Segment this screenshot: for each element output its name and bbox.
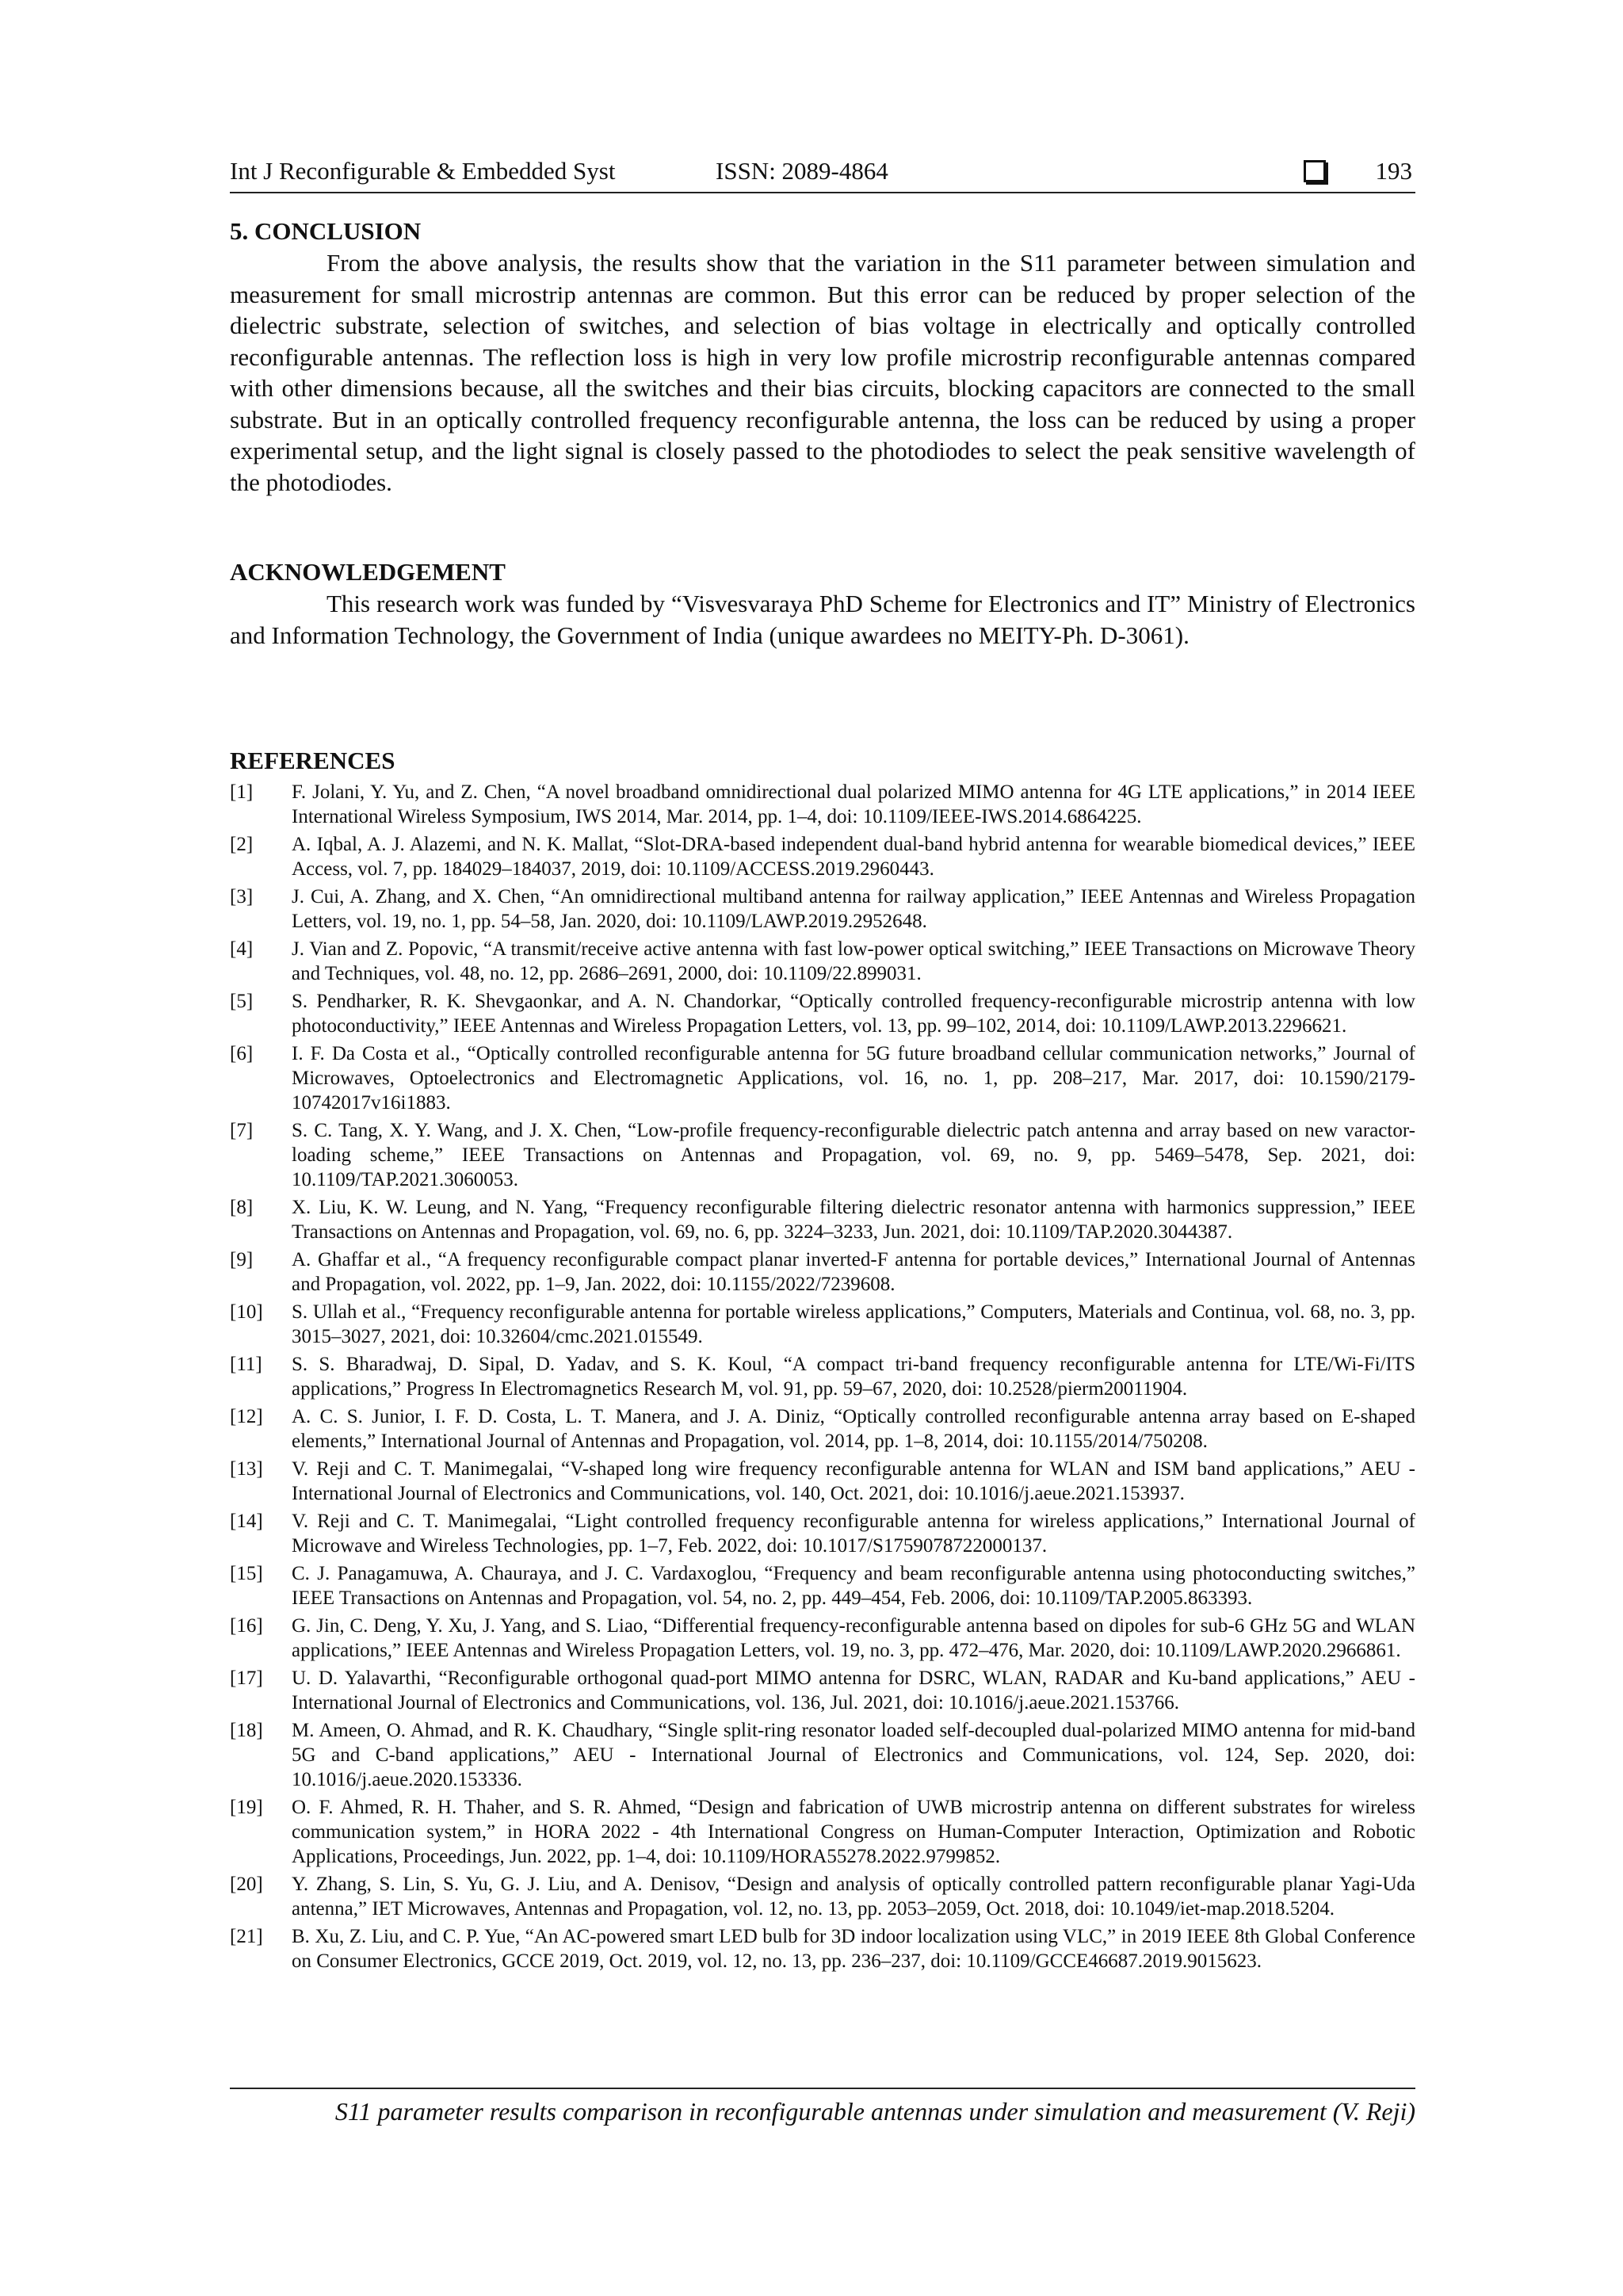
- reference-text: A. Ghaffar et al., “A frequency reconfigurable compact planar inverted-F antenna for portable devices,” International Journal of Antennas and Propagation, vol. 2022, pp. 1–9, Jan. 2022, doi: 10.1155/2022/7239608.: [292, 1249, 1415, 1295]
- reference-text: V. Reji and C. T. Manimegalai, “V-shaped long wire frequency reconfigurable antenna for WLAN and ISM band applications,” AEU - International Journal of Electronics and Communications, vol. 140, Oct. 2021, doi: 10.1016/j.aeue.2021.153937.: [292, 1458, 1415, 1504]
- running-header: [230, 155, 1415, 193]
- reference-text: J. Cui, A. Zhang, and X. Chen, “An omnidirectional multiband antenna for railway application,” IEEE Antennas and Wireless Propagation Letters, vol. 19, no. 1, pp. 54–58, Jan. 2020, doi: 10.1109/LAWP.2019.2952648.: [292, 886, 1415, 932]
- acknowledgement-paragraph: This research work was funded by “Visvesvaraya PhD Scheme for Electronics and IT” Ministry of Electronics and Information Technology, the Government of India (unique awardees no MEITY-Ph. D-3061).: [230, 590, 1415, 649]
- reference-text: O. F. Ahmed, R. H. Thaher, and S. R. Ahmed, “Design and fabrication of UWB microstrip antenna on different substrates for wireless communication system,” in HORA 2022 - 4th International Congress on Human-Computer Interaction, Optimization and Robotic Applications, Proceedings, Jun. 2022, pp. 1–4, doi: 10.1109/HORA55278.2022.9799852.: [292, 1797, 1415, 1867]
- conclusion-paragraph: From the above analysis, the results show that the variation in the S11 parameter between simulation and measurement for small microstrip antennas are common. But this error can be reduced by proper selection of the dielectric substrate, selection of switches, and selection of bias voltage in electrically and optically controlled reconfigurable antennas. The reflection loss is high in very low profile microstrip reconfigurable antennas compared with other dimensions because, all the switches and their bias circuits, blocking capacitors are connected to the small substrate. But in an optically controlled frequency reconfigurable antenna, the loss can be reduced by using a proper experimental setup, and the light signal is closely passed to the photodiodes to select the peak sensitive wavelength of the photodiodes.: [230, 249, 1415, 496]
- reference-item: [230, 1300, 1415, 1349]
- reference-text: A. Iqbal, A. J. Alazemi, and N. K. Mallat, “Slot-DRA-based independent dual-band hybrid antenna for wearable biomedical devices,” IEEE Access, vol. 7, pp. 184029–184037, 2019, doi: 10.1109/ACCESS.2019.2960443.: [292, 834, 1415, 880]
- reference-item: [230, 1041, 1415, 1115]
- reference-number: [5]: [230, 991, 254, 1012]
- reference-number: [19]: [230, 1797, 263, 1818]
- reference-item: [230, 1872, 1415, 1921]
- reference-number: [7]: [230, 1120, 254, 1141]
- reference-item: [230, 884, 1415, 934]
- reference-text: F. Jolani, Y. Yu, and Z. Chen, “A novel broadband omnidirectional dual polarized MIMO antenna for 4G LTE applications,” in 2014 IEEE International Wireless Symposium, IWS 2014, Mar. 2014, pp. 1–4, doi: 10.1109/IEEE-IWS.2014.6864225.: [292, 781, 1415, 827]
- reference-item: [230, 1457, 1415, 1506]
- reference-item: [230, 937, 1415, 986]
- reference-item: [230, 1352, 1415, 1401]
- reference-item: [230, 1247, 1415, 1297]
- reference-text: A. C. S. Junior, I. F. D. Costa, L. T. Manera, and J. A. Diniz, “Optically controlled reconfigurable antenna array based on E-shaped elements,” International Journal of Antennas and Propagation, vol. 2014, pp. 1–8, 2014, doi: 10.1155/2014/750208.: [292, 1406, 1415, 1452]
- reference-number: [21]: [230, 1926, 263, 1947]
- reference-text: Y. Zhang, S. Lin, S. Yu, G. J. Liu, and A. Denisov, “Design and analysis of optically controlled pattern reconfigurable planar Yagi-Uda antenna,” IET Microwaves, Antennas and Propagation, vol. 12, no. 13, pp. 2053–2059, Oct. 2018, doi: 10.1049/iet-map.2018.5204.: [292, 1874, 1415, 1920]
- reference-number: [6]: [230, 1043, 254, 1064]
- reference-item: [230, 1561, 1415, 1610]
- reference-text: S. S. Bharadwaj, D. Sipal, D. Yadav, and S. K. Koul, “A compact tri-band frequency reconfigurable antenna for LTE/Wi-Fi/ITS applications,” Progress In Electromagnetics Research M, vol. 91, pp. 59–67, 2020, doi: 10.2528/pierm20011904.: [292, 1354, 1415, 1400]
- page-number: 193: [1375, 157, 1412, 185]
- reference-number: [15]: [230, 1563, 263, 1584]
- conclusion-heading: 5. CONCLUSION: [230, 217, 422, 245]
- reference-number: [10]: [230, 1301, 263, 1323]
- reference-item: [230, 1795, 1415, 1869]
- reference-number: [3]: [230, 886, 254, 907]
- reference-item: [230, 780, 1415, 829]
- conclusion-section: [230, 216, 1415, 498]
- reference-text: U. D. Yalavarthi, “Reconfigurable orthogonal quad-port MIMO antenna for DSRC, WLAN, RADAR and Ku-band applications,” AEU - International Journal of Electronics and Communications, vol. 136, Jul. 2021, doi: 10.1016/j.aeue.2021.153766.: [292, 1668, 1415, 1713]
- reference-number: [11]: [230, 1354, 262, 1375]
- acknowledgement-section: [230, 556, 1415, 651]
- reference-number: [17]: [230, 1668, 263, 1689]
- checkbox-square-icon: [1304, 160, 1326, 182]
- reference-item: [230, 989, 1415, 1038]
- reference-item: [230, 1614, 1415, 1663]
- references-section: [230, 745, 1415, 1977]
- references-list: [230, 780, 1415, 1973]
- reference-text: G. Jin, C. Deng, Y. Xu, J. Yang, and S. Liao, “Differential frequency-reconfigurable antenna based on dipoles for sub-6 GHz 5G and WLAN applications,” IEEE Antennas and Wireless Propagation Letters, vol. 19, no. 3, pp. 472–476, Mar. 2020, doi: 10.1109/LAWP.2020.2966861.: [292, 1615, 1415, 1661]
- reference-item: [230, 1118, 1415, 1192]
- reference-text: C. J. Panagamuwa, A. Chauraya, and J. C. Vardaxoglou, “Frequency and beam reconfigurable antenna using photoconducting switches,” IEEE Transactions on Antennas and Propagation, vol. 54, no. 2, pp. 449–454, Feb. 2006, doi: 10.1109/TAP.2005.863393.: [292, 1563, 1415, 1609]
- reference-item: [230, 832, 1415, 881]
- reference-text: M. Ameen, O. Ahmad, and R. K. Chaudhary, “Single split-ring resonator loaded self-decoupled dual-polarized MIMO antenna for mid-band 5G and C-band applications,” AEU - International Journal of Electronics and Communications, vol. 124, Sep. 2020, doi: 10.1016/j.aeue.2020.153336.: [292, 1720, 1415, 1790]
- reference-number: [8]: [230, 1197, 254, 1218]
- reference-text: J. Vian and Z. Popovic, “A transmit/receive active antenna with fast low-power optical switching,” IEEE Transactions on Microwave Theory and Techniques, vol. 48, no. 12, pp. 2686–2691, 2000, doi: 10.1109/22.899031.: [292, 938, 1415, 984]
- reference-text: S. Pendharker, R. K. Shevgaonkar, and A. N. Chandorkar, “Optically controlled frequency-reconfigurable microstrip antenna with low photoconductivity,” IEEE Antennas and Wireless Propagation Letters, vol. 13, pp. 99–102, 2014, doi: 10.1109/LAWP.2013.2296621.: [292, 991, 1415, 1037]
- reference-number: [20]: [230, 1874, 263, 1895]
- reference-item: [230, 1924, 1415, 1973]
- reference-item: [230, 1666, 1415, 1715]
- reference-number: [18]: [230, 1720, 263, 1741]
- references-heading: REFERENCES: [230, 747, 395, 774]
- reference-text: S. C. Tang, X. Y. Wang, and J. X. Chen, “Low-profile frequency-reconfigurable dielectric patch antenna and array based on new varactor-loading scheme,” IEEE Transactions on Antennas and Propagation, vol. 69, no. 9, pp. 5469–5478, Sep. 2021, doi: 10.1109/TAP.2021.3060053.: [292, 1120, 1415, 1190]
- reference-item: [230, 1509, 1415, 1558]
- reference-number: [12]: [230, 1406, 263, 1427]
- reference-item: [230, 1195, 1415, 1244]
- reference-item: [230, 1718, 1415, 1792]
- running-footer: S11 parameter results comparison in reconfigurable antennas under simulation and measurement (V. Reji): [230, 2088, 1415, 2127]
- reference-item: [230, 1404, 1415, 1454]
- reference-text: S. Ullah et al., “Frequency reconfigurable antenna for portable wireless applications,” Computers, Materials and Continua, vol. 68, no. 3, pp. 3015–3027, 2021, doi: 10.32604/cmc.2021.015549.: [292, 1301, 1415, 1347]
- reference-number: [14]: [230, 1511, 263, 1532]
- reference-number: [13]: [230, 1458, 263, 1480]
- reference-text: X. Liu, K. W. Leung, and N. Yang, “Frequency reconfigurable filtering dielectric resonator antenna with harmonics suppression,” IEEE Transactions on Antennas and Propagation, vol. 69, no. 6, pp. 3224–3233, Jun. 2021, doi: 10.1109/TAP.2020.3044387.: [292, 1197, 1415, 1243]
- reference-text: V. Reji and C. T. Manimegalai, “Light controlled frequency reconfigurable antenna for wireless applications,” International Journal of Microwave and Wireless Technologies, pp. 1–7, Feb. 2022, doi: 10.1017/S1759078722000137.: [292, 1511, 1415, 1557]
- reference-number: [4]: [230, 938, 254, 960]
- acknowledgement-heading: ACKNOWLEDGEMENT: [230, 558, 506, 586]
- reference-number: [1]: [230, 781, 254, 803]
- issn: ISSN: 2089-4864: [716, 157, 888, 185]
- reference-number: [9]: [230, 1249, 254, 1270]
- reference-number: [16]: [230, 1615, 263, 1637]
- reference-text: B. Xu, Z. Liu, and C. P. Yue, “An AC-powered smart LED bulb for 3D indoor localization using VLC,” in 2019 IEEE 8th Global Conference on Consumer Electronics, GCCE 2019, Oct. 2019, vol. 12, no. 13, pp. 236–237, doi: 10.1109/GCCE46687.2019.9015623.: [292, 1926, 1415, 1972]
- journal-name: Int J Reconfigurable & Embedded Syst: [230, 157, 616, 185]
- reference-number: [2]: [230, 834, 254, 855]
- reference-text: I. F. Da Costa et al., “Optically controlled reconfigurable antenna for 5G future broadband cellular communication networks,” Journal of Microwaves, Optoelectronics and Electromagnetic Applications, vol. 16, no. 1, pp. 208–217, Mar. 2017, doi: 10.1590/2179-10742017v16i1883.: [292, 1043, 1415, 1114]
